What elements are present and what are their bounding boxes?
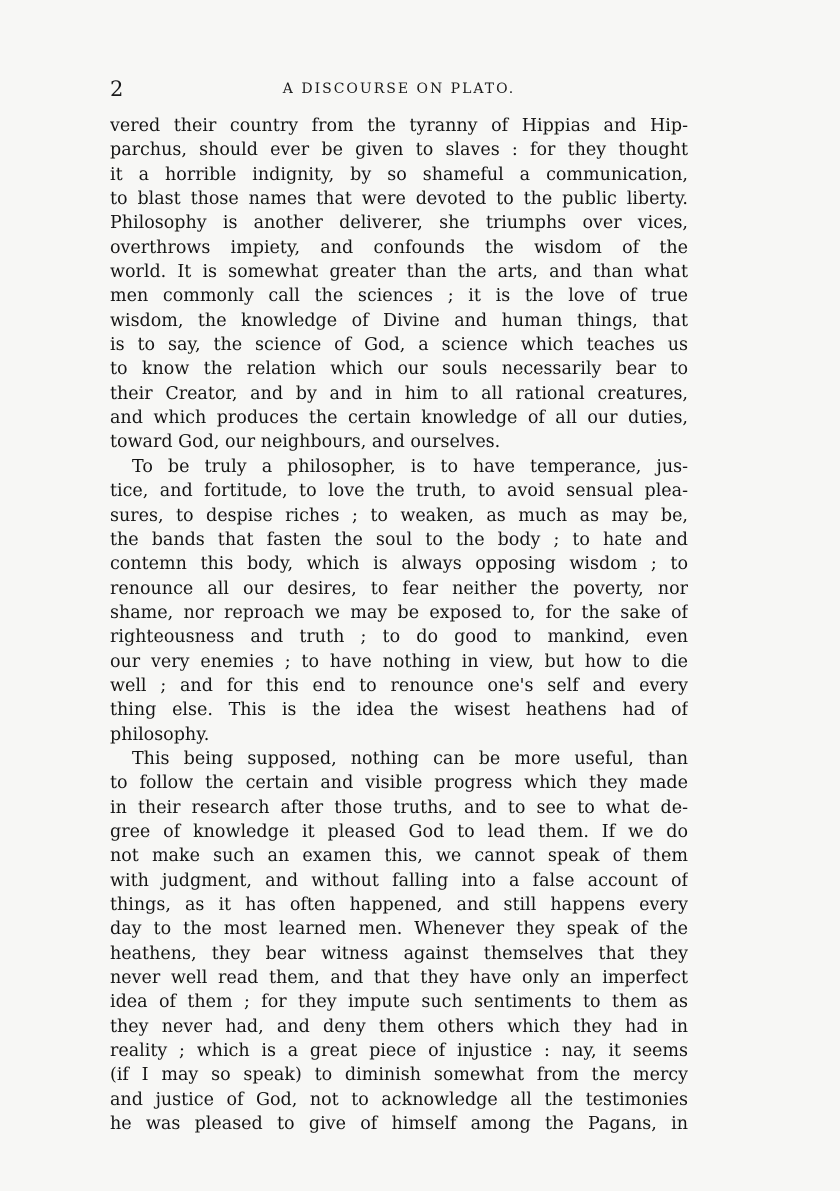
text-line: men commonly call the sciences ; it is the love of true (110, 286, 688, 307)
text-line: well ; and for this end to renounce one's self and every (110, 675, 688, 696)
text-line: thing else. This is the idea the wisest heathens had of (110, 700, 688, 721)
text-line: wisdom, the knowledge of Divine and human things, that (110, 310, 688, 331)
page-header (110, 74, 688, 104)
text-line: day to the most learned men. Whenever they speak of the (110, 919, 688, 940)
paragraph-first-line: This being supposed, nothing can be more useful, than (132, 748, 688, 769)
text-line: sures, to despise riches ; to weaken, as much as may be, (110, 505, 688, 526)
text-line: is to say, the science of God, a science which teaches us (110, 335, 688, 356)
text-line: vered their country from the tyranny of Hippias and Hip- (110, 116, 688, 136)
text-line: the bands that fasten the soul to the body ; to hate and (110, 529, 688, 550)
text-line: to follow the certain and visible progress which they made (110, 773, 688, 794)
text-line: things, as it has often happened, and still happens every (110, 895, 688, 915)
text-line: and justice of God, not to acknowledge all the testimonies (110, 1089, 688, 1110)
text-line: parchus, should ever be given to slaves : for they thought (110, 140, 688, 161)
running-title: A DISCOURSE ON PLATO. (282, 81, 516, 97)
body-text (110, 114, 688, 1136)
text-line: gree of knowledge it pleased God to lead them. If we do (110, 821, 688, 842)
text-line: heathens, they bear witness against themselves that they (110, 943, 688, 964)
text-line: Philosophy is another deliverer, she triumphs over vices, (110, 213, 688, 234)
text-line: never well read them, and that they have only an imperfect (110, 968, 688, 989)
text-line: he was pleased to give of himself among the Pagans, in (110, 1114, 688, 1135)
text-line: (if I may so speak) to diminish somewhat from the mercy (110, 1065, 688, 1086)
text-line: with judgment, and without falling into a false account of (110, 870, 688, 891)
text-line: their Creator, and by and in him to all rational creatures, (110, 383, 688, 404)
text-line: our very enemies ; to have nothing in view, but how to die (110, 651, 688, 672)
text-line: shame, nor reproach we may be exposed to, for the sake of (110, 602, 688, 623)
text-line: and which produces the certain knowledge of all our duties, (110, 408, 688, 429)
paragraph-first-line: To be truly a philosopher, is to have temperance, jus- (132, 456, 688, 477)
text-line: in their research after those truths, and to see to what de- (110, 797, 688, 818)
text-line: world. It is somewhat greater than the arts, and than what (110, 262, 688, 283)
text-line: toward God, our neighbours, and ourselves. (110, 432, 501, 453)
text-line: righteousness and truth ; to do good to mankind, even (110, 627, 688, 648)
text-line: it a horrible indignity, by so shameful a communication, (110, 164, 688, 185)
text-line: to know the relation which our souls necessarily bear to (110, 359, 688, 380)
text-line: idea of them ; for they impute such sentiments to them as (110, 992, 688, 1013)
text-line: overthrows impiety, and confounds the wisdom of the (110, 237, 688, 258)
text-line: reality ; which is a great piece of injustice : nay, it seems (110, 1041, 688, 1062)
text-line: to blast those names that were devoted to the public liberty. (110, 189, 688, 210)
text-line: they never had, and deny them others which they had in (110, 1016, 688, 1037)
text-line: contemn this body, which is always opposing wisdom ; to (110, 554, 688, 575)
text-line: philosophy. (110, 724, 210, 745)
page-number: 2 (110, 77, 124, 101)
text-line: renounce all our desires, to fear neither the poverty, nor (110, 578, 688, 599)
text-line: tice, and fortitude, to love the truth, to avoid sensual plea- (110, 481, 688, 502)
text-line: not make such an examen this, we cannot speak of them (110, 846, 688, 867)
